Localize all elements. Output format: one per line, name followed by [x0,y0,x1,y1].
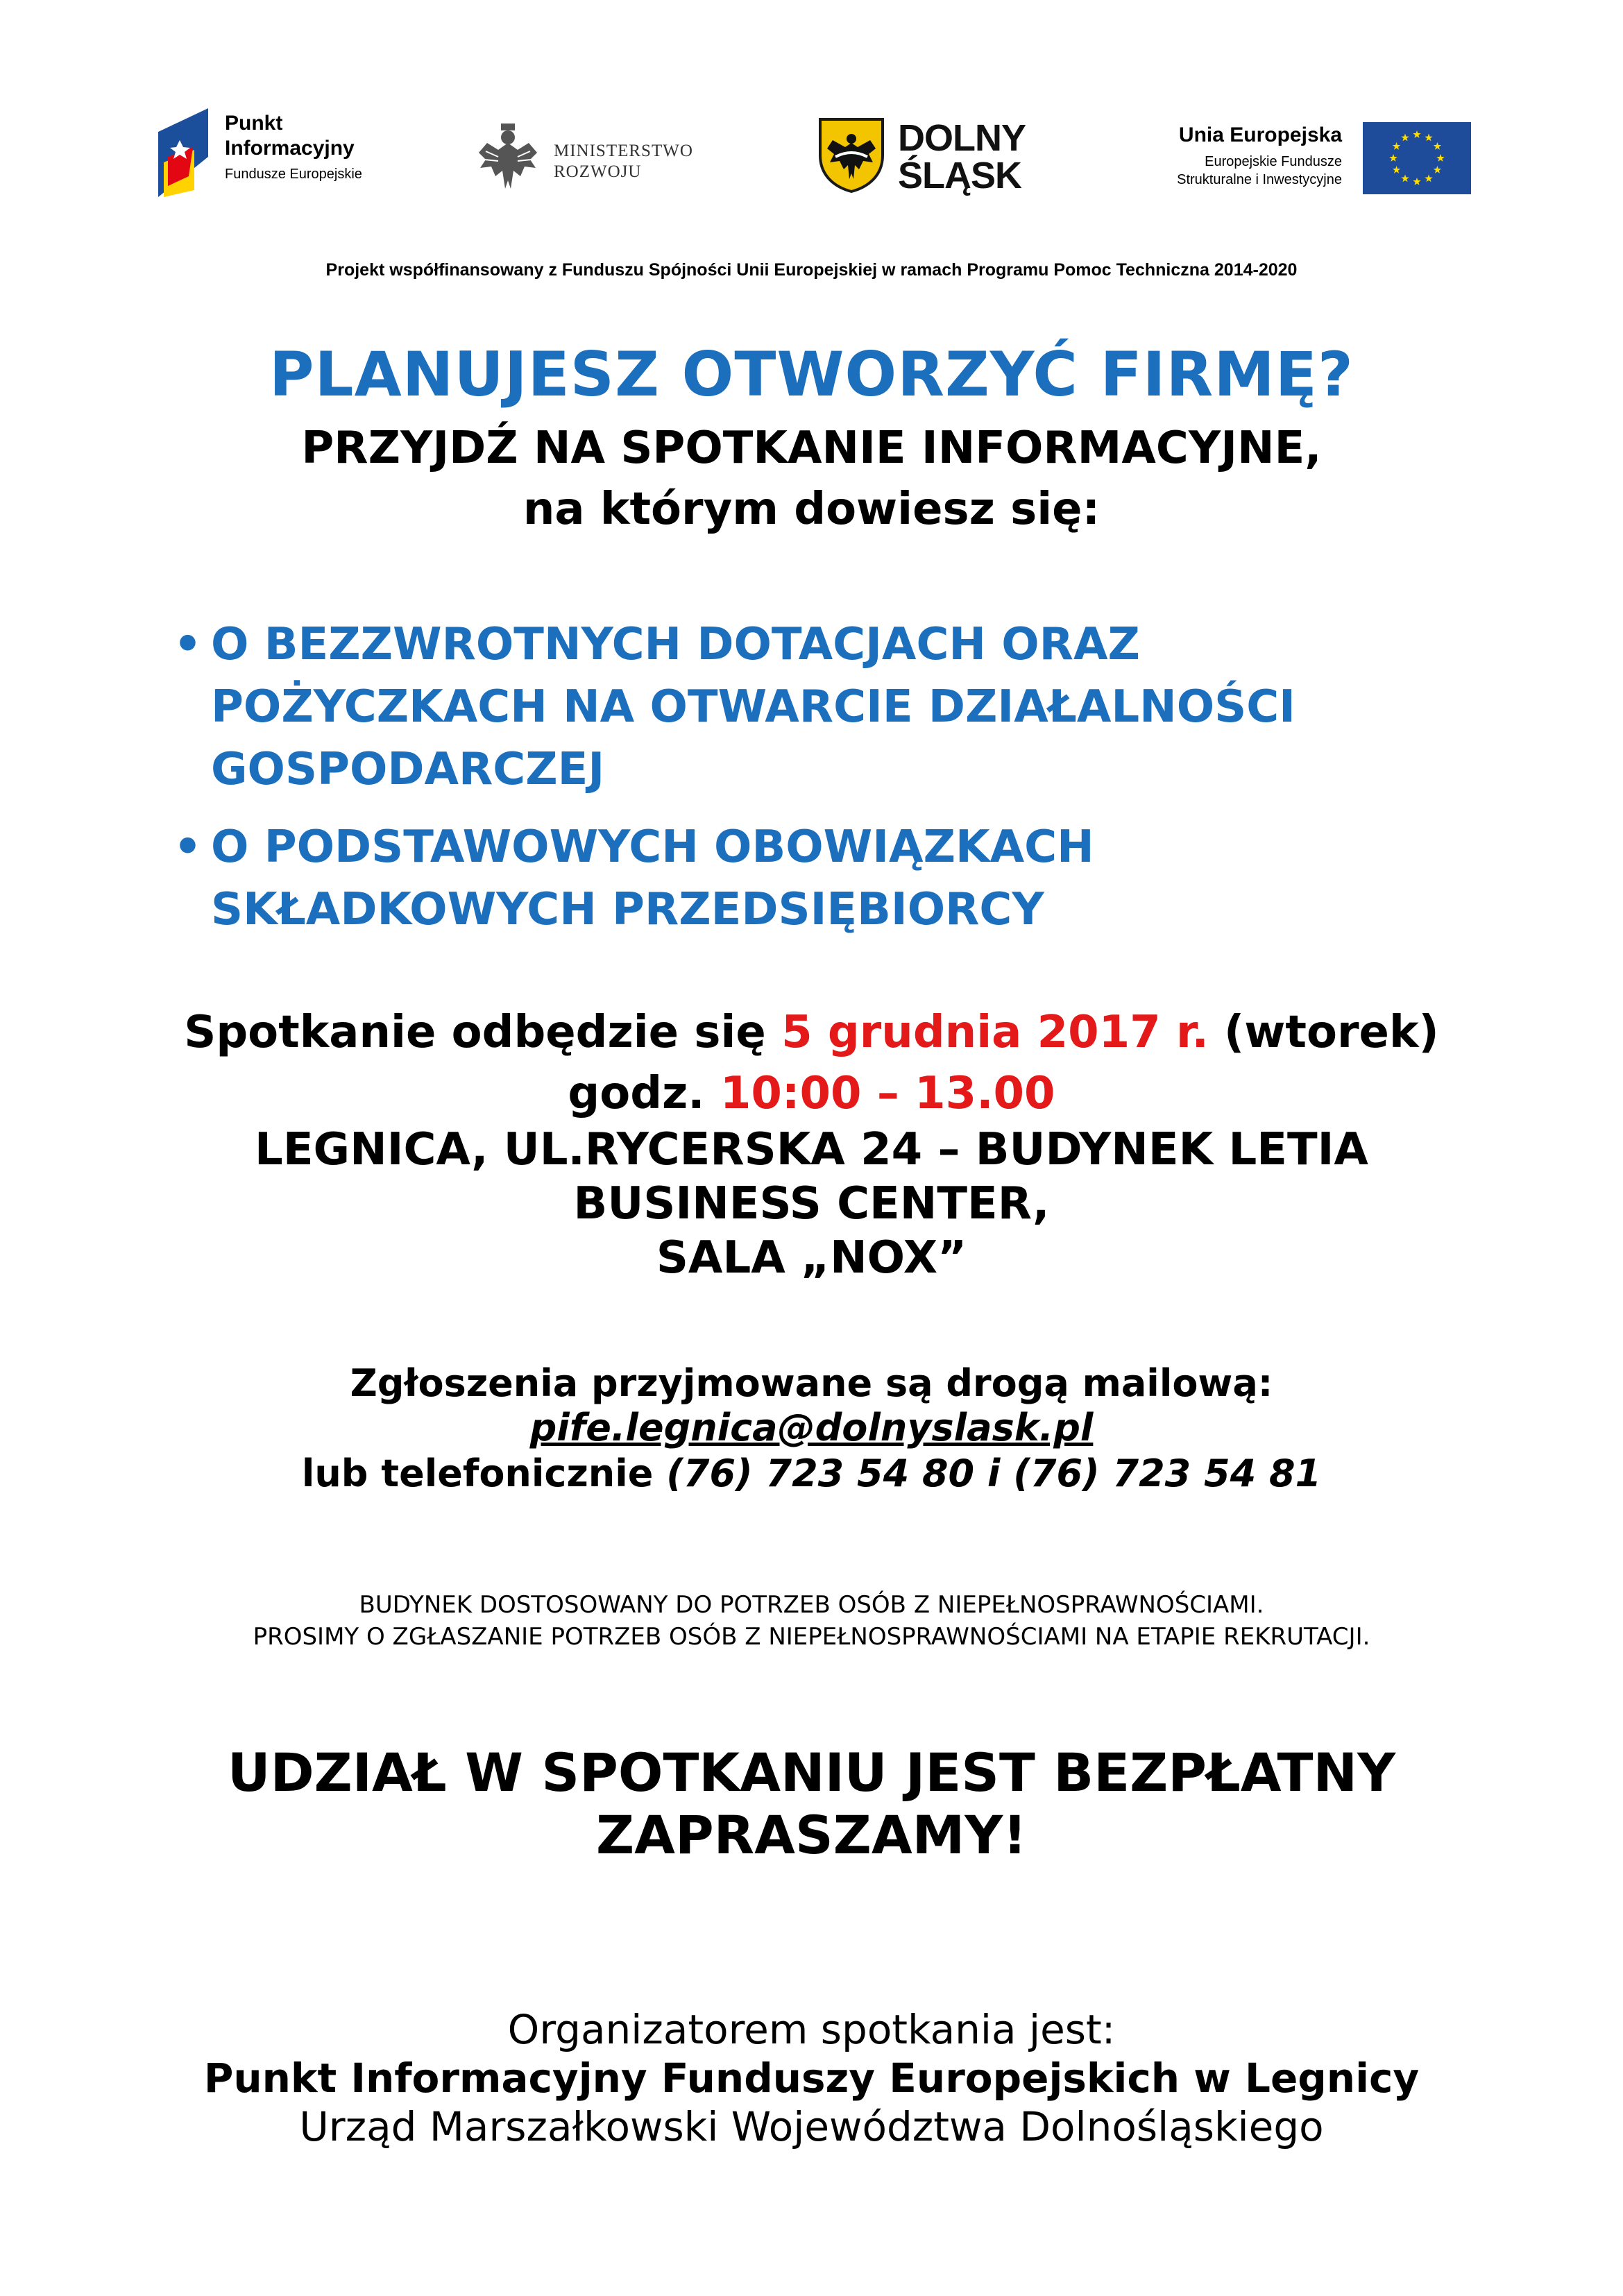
ministry-logo [477,122,713,198]
topic-item [169,816,1488,941]
region-logo [819,117,1055,207]
headline: PLANUJESZ OTWORZYĆ FIRMĘ? [269,339,1354,410]
meeting-prefix: Spotkanie odbędzie się [184,1007,782,1058]
meeting-date: 5 grudnia 2017 r. [781,1007,1209,1058]
accessibility-note-2: PROSIMY O ZGŁASZANIE POTRZEB OSÓB Z NIEPEŁNOSPRAWNOŚCIAMI NA ETAPIE REKRUTACJI. [253,1623,1370,1651]
organizer-name: Punkt Informacyjny Funduszy Europejskich w Legnicy [203,2055,1420,2102]
pife-logo-line2: Informacyjny [225,137,355,160]
topic-item [169,613,1488,801]
eu-logo [1110,119,1471,203]
bullet-icon: • [173,619,202,670]
pife-logo [158,108,408,205]
organizer-office: Urząd Marszałkowski Województwa Dolnośląskiego [299,2103,1324,2150]
bullet-icon: • [173,822,202,873]
ministry-logo-line2: ROZWOJU [554,162,642,181]
meeting-hours: 10:00 – 13.00 [720,1068,1055,1119]
accessibility-note-1: BUDYNEK DOSTOSOWANY DO POTRZEB OSÓB Z NIEPEŁNOSPRAWNOŚCIAMI. [359,1591,1264,1619]
registration-email-link[interactable]: pife.legnica@dolnyslask.pl [529,1406,1094,1449]
meeting-weekday: (wtorek) [1208,1007,1439,1058]
registration-email-row [0,1406,1623,1450]
region-logo-line1: DOLNY [898,117,1026,159]
meeting-date-line [0,1003,1623,1062]
venue-line-3: SALA „NOX” [656,1232,967,1284]
pife-logo-line1: Punkt [225,112,283,135]
organizer-intro: Organizatorem spotkania jest: [507,2006,1116,2053]
pife-logo-line3: Fundusze Europejskie [225,167,362,182]
topic-1-line1: O BEZZWROTNYCH DOTACJACH ORAZ [211,619,1140,670]
topic-2-line1: O PODSTAWOWYCH OBOWIĄZKACH [211,822,1094,873]
topics-list [169,613,1488,941]
polish-eagle-icon [477,122,538,194]
ministry-logo-line1: MINISTERSTWO [554,142,693,160]
hours-prefix: godz. [568,1068,720,1119]
registration-line: Zgłoszenia przyjmowane są drogą mailową: [350,1361,1273,1405]
eu-flag-icon [1363,122,1471,194]
registration-phone-row [0,1452,1623,1496]
topic-1-line2: POŻYCZKACH NA OTWARCIE DZIAŁALNOŚCI [211,681,1295,733]
free-participation: UDZIAŁ W SPOTKANIU JEST BEZPŁATNY [227,1742,1396,1803]
phone-prefix: lub telefonicznie [301,1452,667,1495]
meeting-hours-line [0,1064,1623,1123]
invitation: ZAPRASZAMY! [596,1804,1027,1866]
eu-logo-line2: Europejskie Fundusze [1205,154,1342,169]
subheadline-1: PRZYJDŹ NA SPOTKANIE INFORMACYJNE, [301,423,1322,474]
region-logo-line2: ŚLĄSK [898,155,1022,196]
venue-line-2: BUSINESS CENTER, [573,1178,1050,1230]
topic-1-line3: GOSPODARCZEJ [211,744,605,795]
topic-2-line2: SKŁADKOWYCH PRZEDSIĘBIORCY [211,884,1044,935]
cofinancing-note: Projekt współfinansowany z Funduszu Spójności Unii Europejskiej w ramach Programu Pomoc Techniczna 2014-2020 [325,260,1298,280]
phone-numbers: (76) 723 54 80 i (76) 723 54 81 [666,1452,1322,1495]
venue-line-1: LEGNICA, UL.RYCERSKA 24 – BUDYNEK LETIA [255,1124,1368,1175]
eu-logo-line3: Strukturalne i Inwestycyjne [1177,172,1342,187]
subheadline-2: na którym dowiesz się: [522,484,1101,535]
eu-logo-line1: Unia Europejska [1178,124,1342,146]
pife-logo-icon [158,108,208,197]
lower-silesia-crest-icon [819,118,884,193]
